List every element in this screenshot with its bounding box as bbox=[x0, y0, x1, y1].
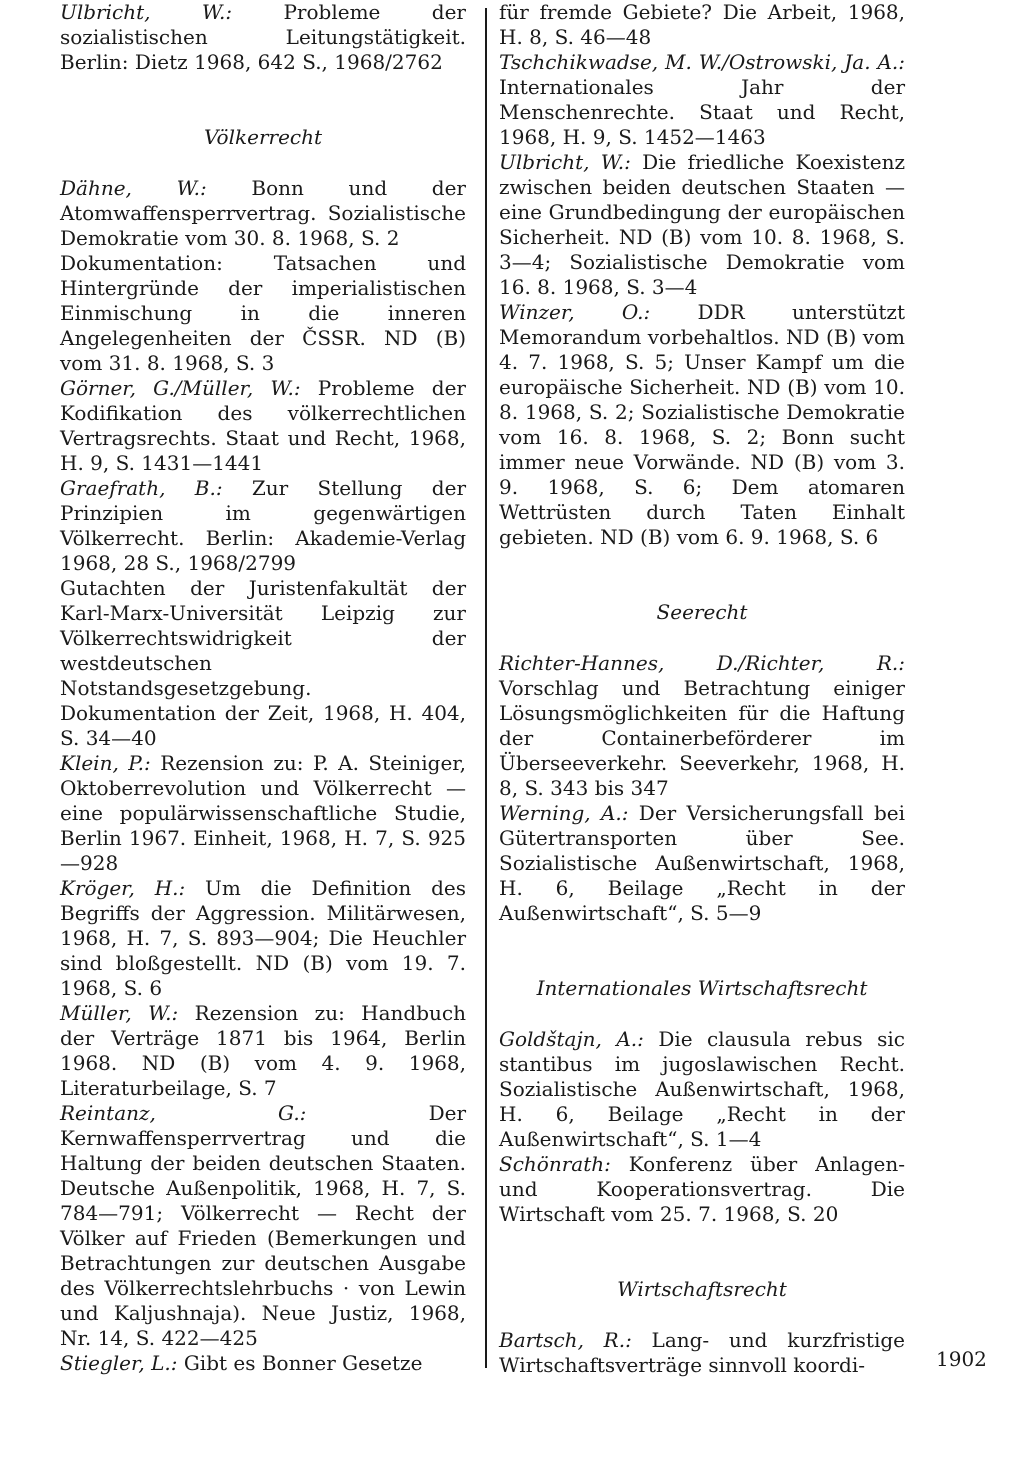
entry-text: für fremde Gebiete? Die Arbeit, 1968, H. 8, S. 46—48 bbox=[499, 0, 905, 49]
bibliography-entry bbox=[60, 1101, 466, 1351]
entry-text: Gutachten der Juristenfakultät der Karl-Marx-Universität Leipzig zur Völkerrechtswidrigkeit der westdeutschen Notstandsgesetzgebung. Dokumentation der Zeit, 1968, H. 404, S. 34—40 bbox=[60, 576, 466, 750]
entry-text: Die friedliche Koexistenz zwischen beiden deutschen Staaten — eine Grundbedingung der europäischen Sicherheit. ND (B) vom 10. 8. 1968, S. 3—4; Sozialistische Demokratie vom 16. 8. 1968, S. 3—4 bbox=[499, 150, 905, 299]
entry-author: Schönrath: bbox=[499, 1152, 611, 1176]
left-column bbox=[60, 0, 466, 1376]
bibliography-entry bbox=[60, 576, 466, 751]
entry-author: Stiegler, L.: bbox=[60, 1351, 178, 1375]
entry-author: Müller, W.: bbox=[60, 1001, 179, 1025]
bibliography-entry bbox=[60, 376, 466, 476]
entry-author: Reintanz, G.: bbox=[60, 1101, 307, 1125]
entry-text: Rezension zu: P. A. Steiniger, Oktoberrevolution und Völkerrecht — eine populärwissenschaftliche Studie, Berlin 1967. Einheit, 1968, H. 7, S. 925—928 bbox=[60, 751, 466, 875]
bibliography-entry bbox=[60, 751, 466, 876]
bibliography-entry bbox=[60, 476, 466, 576]
entry-text: Lang- und kurzfristige Wirtschaftsverträge sinnvoll koordi- bbox=[499, 1328, 906, 1377]
bibliography-entry bbox=[499, 150, 905, 300]
entry-author: Werning, A.: bbox=[499, 801, 629, 825]
bibliography-entry bbox=[499, 651, 905, 801]
entry-text: Die clausula rebus sic stantibus im jugoslawischen Recht. Sozialistische Außenwirtschaft, 1968, H. 6, Beilage „Recht in der Außenwirtschaft“, S. 1—4 bbox=[499, 1027, 905, 1151]
entry-author: Klein, P.: bbox=[60, 751, 151, 775]
bibliography-entry bbox=[60, 1351, 466, 1376]
entry-text: Um die Definition des Begriffs der Aggression. Militärwesen, 1968, H. 7, S. 893—904; Die Heuchler sind bloßgestellt. ND (B) vom 19. 7. 1968, S. 6 bbox=[60, 876, 467, 1000]
bibliography-entry bbox=[499, 1152, 905, 1227]
entry-text: Rezension zu: Handbuch der Verträge 1871 bis 1964, Berlin 1968. ND (B) vom 4. 9. 1968, Literaturbeilage, S. 7 bbox=[60, 1001, 466, 1100]
bibliography-entry bbox=[499, 50, 905, 150]
entry-text: Zur Stellung der Prinzipien im gegenwärtigen Völkerrecht. Berlin: Akademie-Verlag 1968, 28 S., 1968/2799 bbox=[60, 476, 467, 575]
bibliography-entry bbox=[60, 176, 466, 251]
bibliography-entry bbox=[60, 251, 466, 376]
entry-text: Konferenz über Anlagen- und Kooperationsvertrag. Die Wirtschaft vom 25. 7. 1968, S. 20 bbox=[499, 1152, 905, 1226]
entry-author: Ulbricht, W.: bbox=[499, 150, 631, 174]
right-column bbox=[499, 0, 905, 1378]
entry-text: Vorschlag und Betrachtung einiger Lösungsmöglichkeiten für die Haftung der Containerbeförderer im Überseeverkehr. Seeverkehr, 1968, H. 8, S. 343 bis 347 bbox=[499, 676, 905, 800]
entry-author: Graefrath, B.: bbox=[60, 476, 223, 500]
column-divider bbox=[485, 8, 487, 1368]
entry-author: Görner, G./Müller, W.: bbox=[60, 376, 301, 400]
section-heading: Völkerrecht bbox=[203, 125, 323, 149]
bibliography-entry bbox=[60, 0, 466, 75]
section-heading: Seerecht bbox=[656, 600, 748, 624]
entry-text: Der Versicherungsfall bei Gütertransporten über See. Sozialistische Außenwirtschaft, 1968, H. 6, Beilage „Recht in der Außenwirtschaft“, S. 5—9 bbox=[499, 801, 905, 925]
entry-author: Goldštajn, A.: bbox=[499, 1027, 644, 1051]
entry-author: Richter-Hannes, D./Richter, R.: bbox=[499, 651, 905, 675]
entry-author: Ulbricht, W.: bbox=[60, 0, 233, 24]
section-heading: Wirtschaftsrecht bbox=[617, 1277, 787, 1301]
bibliography-entry bbox=[499, 1328, 905, 1378]
entry-author: Kröger, H.: bbox=[60, 876, 186, 900]
entry-author: Dähne, W.: bbox=[60, 176, 207, 200]
entry-author: Tschchikwadse, M. W./Ostrowski, Ja. A.: bbox=[499, 50, 905, 74]
bibliography-entry bbox=[60, 1001, 466, 1101]
entry-text: Gibt es Bonner Gesetze bbox=[177, 1351, 423, 1375]
entry-text: Probleme der Kodifikation des völkerrechtlichen Vertragsrechts. Staat und Recht, 1968, H. 9, S. 1431—1441 bbox=[60, 376, 466, 475]
bibliography-entry bbox=[499, 1027, 905, 1152]
page-number: 1902 bbox=[936, 1347, 987, 1371]
entry-author: Bartsch, R.: bbox=[499, 1328, 632, 1352]
bibliography-entry bbox=[499, 801, 905, 926]
entry-text: Dokumentation: Tatsachen und Hintergründe der imperialistischen Einmischung in die inneren Angelegenheiten der ČSSR. ND (B) vom 31. 8. 1968, S. 3 bbox=[60, 251, 466, 375]
entry-text: Bonn und der Atomwaffensperrvertrag. Sozialistische Demokratie vom 30. 8. 1968, S. 2 bbox=[60, 176, 466, 250]
section-heading: Internationales Wirtschaftsrecht bbox=[536, 976, 868, 1000]
bibliography-entry bbox=[499, 0, 905, 50]
bibliography-entry bbox=[60, 876, 466, 1001]
entry-text: Der Kernwaffensperrvertrag und die Haltung der beiden deutschen Staaten. Deutsche Außenpolitik, 1968, H. 7, S. 784—791; Völkerrecht — Recht der Völker auf Frieden (Bemerkungen und Betrachtungen zur deutschen Ausgabe des Völkerrechtslehrbuchs · von Lewin und Kaljushnaja). Neue Justiz, 1968, Nr. 14, S. 422—425 bbox=[60, 1101, 466, 1350]
bibliography-entry bbox=[499, 300, 905, 550]
entry-text: Internationales Jahr der Menschenrechte. Staat und Recht, 1968, H. 9, S. 1452—1463 bbox=[499, 75, 905, 149]
entry-text: Probleme der sozialistischen Leitungstätigkeit. Berlin: Dietz 1968, 642 S., 1968/2762 bbox=[60, 0, 466, 74]
entry-author: Winzer, O.: bbox=[499, 300, 651, 324]
entry-text: DDR unterstützt Memorandum vorbehaltlos. ND (B) vom 4. 7. 1968, S. 5; Unser Kampf um die europäische Sicherheit. ND (B) vom 10. 8. 1968, S. 2; Sozialistische Demokratie vom 16. 8. 1968, S. 2; Bonn sucht immer neue Vorwände. ND (B) vom 3. 9. 1968, S. 6; Dem atomaren Wettrüsten durch Taten Einhalt gebieten. ND (B) vom 6. 9. 1968, S. 6 bbox=[499, 300, 905, 549]
